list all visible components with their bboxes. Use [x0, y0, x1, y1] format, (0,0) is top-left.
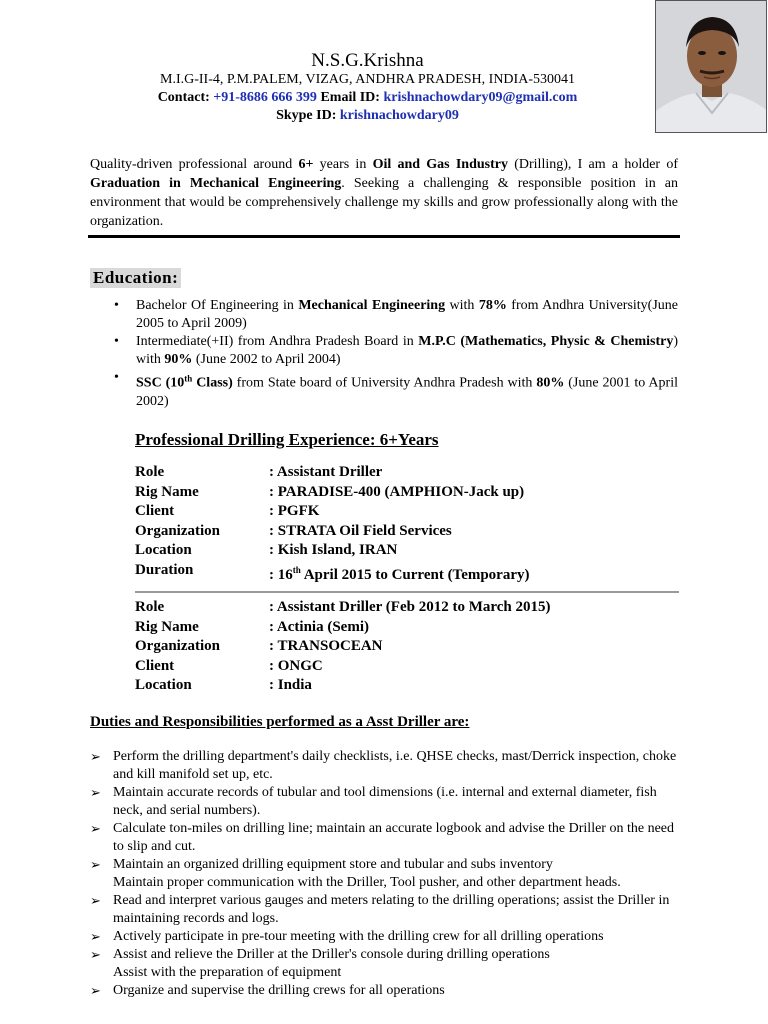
- duty-item: [90, 748, 680, 784]
- duty-item: [90, 982, 680, 1000]
- arrow-bullet-icon: ➢: [90, 983, 101, 998]
- job-field-label: Location: [135, 677, 192, 693]
- duties-list: [90, 748, 680, 1000]
- duty-item: [90, 892, 680, 928]
- arrow-bullet-icon: ➢: [90, 749, 101, 764]
- summary-text: (Drilling), I am a holder of: [508, 157, 678, 172]
- arrow-bullet-icon: ➢: [90, 857, 101, 872]
- summary-text: years in: [313, 157, 373, 172]
- job-field-value: : Assistant Driller (Feb 2012 to March 2015): [269, 599, 551, 615]
- phone-link[interactable]: +91-8686 666 399: [213, 90, 317, 105]
- job-field-label: Role: [135, 599, 165, 615]
- profile-photo: [655, 0, 767, 133]
- duty-text: Assist and relieve the Driller at the Driller's console during drilling operations: [113, 947, 550, 962]
- job-field-label: Organization: [135, 638, 220, 654]
- email-link[interactable]: krishnachowdary09@gmail.com: [383, 90, 578, 105]
- job-field-label: Duration: [135, 561, 194, 578]
- duty-text: Maintain accurate records of tubular and tool dimensions (i.e. internal and external diameter, fish neck, and serial numbers).: [113, 785, 657, 818]
- duty-text: Maintain an organized drilling equipment store and tubular and subs inventory: [113, 857, 553, 872]
- job-field-value: : TRANSOCEAN: [269, 638, 383, 654]
- arrow-bullet-icon: ➢: [90, 929, 101, 944]
- job-field-label: Location: [135, 542, 192, 558]
- edu-text: Intermediate(+II) from Andhra Pradesh Board in: [136, 334, 419, 349]
- job-field-value: : Assistant Driller: [269, 464, 383, 480]
- duty-text: Maintain proper communication with the Driller, Tool pusher, and other department heads.: [113, 875, 621, 890]
- job-field-value: : STRATA Oil Field Services: [269, 522, 452, 539]
- edu-superscript: th: [184, 373, 193, 383]
- edu-subject: SSC (10: [136, 375, 185, 391]
- arrow-bullet-icon: ➢: [90, 785, 101, 800]
- job-row: [135, 463, 675, 483]
- job-field-label: Client: [135, 657, 175, 674]
- education-item: [92, 333, 678, 369]
- duration-start: : 16: [269, 566, 293, 583]
- duty-text: Calculate ton-miles on drilling line; maintain an accurate logbook and advise the Driller on the need to slip and cut.: [113, 821, 674, 854]
- edu-text: (June 2002 to April 2004): [192, 352, 341, 367]
- skype-link[interactable]: krishnachowdary09: [339, 108, 459, 123]
- education-item: [92, 369, 678, 411]
- job-field-value: : Actinia (Semi): [269, 618, 369, 635]
- education-item: [92, 297, 678, 333]
- job-field-value: : Kish Island, IRAN: [269, 542, 398, 558]
- job-row: [135, 637, 675, 657]
- experience-heading: Professional Drilling Experience: 6+Years: [135, 430, 439, 449]
- edu-text: with: [445, 298, 479, 313]
- contact-label: Contact: [157, 90, 206, 105]
- edu-subject: M.P.C (Mathematics, Physic & Chemistry: [418, 334, 674, 349]
- job-details-previous: [135, 598, 675, 696]
- section-divider: [88, 235, 680, 238]
- duty-text: Assist with the preparation of equipment: [113, 965, 342, 980]
- arrow-bullet-icon: ➢: [90, 821, 101, 836]
- edu-score: 90%: [164, 352, 193, 367]
- job-row: [135, 541, 675, 561]
- duty-text: Actively participate in pre-tour meeting with the drilling crew for all drilling operations: [113, 929, 604, 944]
- job-divider: [135, 591, 679, 593]
- edu-text: (June 2001 to April 2002): [136, 375, 678, 409]
- arrow-bullet-icon: ➢: [90, 893, 101, 908]
- skype-label: Skype ID:: [276, 108, 337, 123]
- duration-superscript: th: [292, 564, 301, 575]
- address: M.I.G-II-4, P.M.PALEM, VIZAG, ANDHRA PRADESH, INDIA-530041: [160, 72, 575, 87]
- portrait-image: [656, 1, 767, 133]
- job-field-label: Role: [135, 464, 165, 480]
- job-field-value: : PGFK: [269, 503, 320, 519]
- duty-text: Perform the drilling department's daily checklists, i.e. QHSE checks, mast/Derrick inspection, choke and kill manifold set up, etc.: [113, 749, 677, 782]
- summary-industry: Oil and Gas Industry: [372, 157, 508, 172]
- job-field-label: Organization: [135, 522, 220, 539]
- summary-text: . Seeking a challenging & responsible position in an environment that would be comprehensively challenge my skills and grow professionally along with the organization.: [90, 176, 678, 229]
- arrow-bullet-icon: ➢: [90, 947, 101, 962]
- job-row: [135, 618, 675, 638]
- job-field-label: Rig Name: [135, 483, 199, 500]
- duty-item: [90, 820, 680, 856]
- summary-text: Quality-driven professional around: [90, 157, 299, 172]
- duty-item: [90, 784, 680, 820]
- education-list: [92, 297, 678, 411]
- edu-text: from State board of University Andhra Pradesh with: [232, 375, 537, 391]
- summary-degree: Graduation in Mechanical Engineering: [90, 176, 342, 191]
- job-field-label: Rig Name: [135, 618, 199, 635]
- edu-score: 80%: [536, 375, 565, 391]
- professional-summary: [90, 155, 678, 231]
- duties-heading: Duties and Responsibilities performed as a Asst Driller are:: [90, 714, 470, 730]
- edu-text: from Andhra University(June 2005 to April 2009): [136, 298, 679, 331]
- job-row: [135, 598, 675, 618]
- skype-line: [60, 108, 675, 124]
- job-field-value: [269, 561, 675, 586]
- edu-text: ) with: [136, 334, 679, 367]
- candidate-name: N.S.G.Krishna: [311, 50, 424, 71]
- education-heading: Education:: [90, 268, 181, 288]
- job-row: [135, 561, 675, 586]
- job-field-label: Client: [135, 503, 175, 519]
- edu-score: 78%: [478, 298, 507, 313]
- job-details-current: [135, 463, 675, 585]
- edu-text: Bachelor Of Engineering in: [136, 298, 299, 313]
- contact-line: Contact: +91-8686 666 399 Email ID: krishnachowdary09@gmail.com: [157, 90, 578, 105]
- job-row: [135, 502, 675, 522]
- duty-item: [90, 964, 680, 982]
- job-row: [135, 657, 675, 677]
- edu-subject: Class): [192, 375, 233, 391]
- job-field-value: : PARADISE-400 (AMPHION-Jack up): [269, 483, 525, 500]
- duty-item: [90, 928, 680, 946]
- job-field-value: : India: [269, 677, 312, 693]
- job-row: [135, 522, 675, 542]
- duty-text: Organize and supervise the drilling crews for all operations: [113, 983, 445, 998]
- job-row: [135, 483, 675, 503]
- duty-item: [90, 946, 680, 964]
- duration-rest: April 2015 to Current (Temporary): [300, 566, 530, 583]
- duty-item: [90, 856, 680, 874]
- duty-item: [90, 874, 680, 892]
- job-field-value: : ONGC: [269, 657, 323, 674]
- summary-years: 6+: [298, 157, 314, 172]
- job-row: [135, 676, 675, 696]
- duty-text: Read and interpret various gauges and meters relating to the drilling operations; assist the Driller in maintaining records and logs.: [113, 893, 670, 926]
- email-label: Email ID:: [320, 90, 380, 105]
- edu-subject: Mechanical Engineering: [298, 298, 446, 313]
